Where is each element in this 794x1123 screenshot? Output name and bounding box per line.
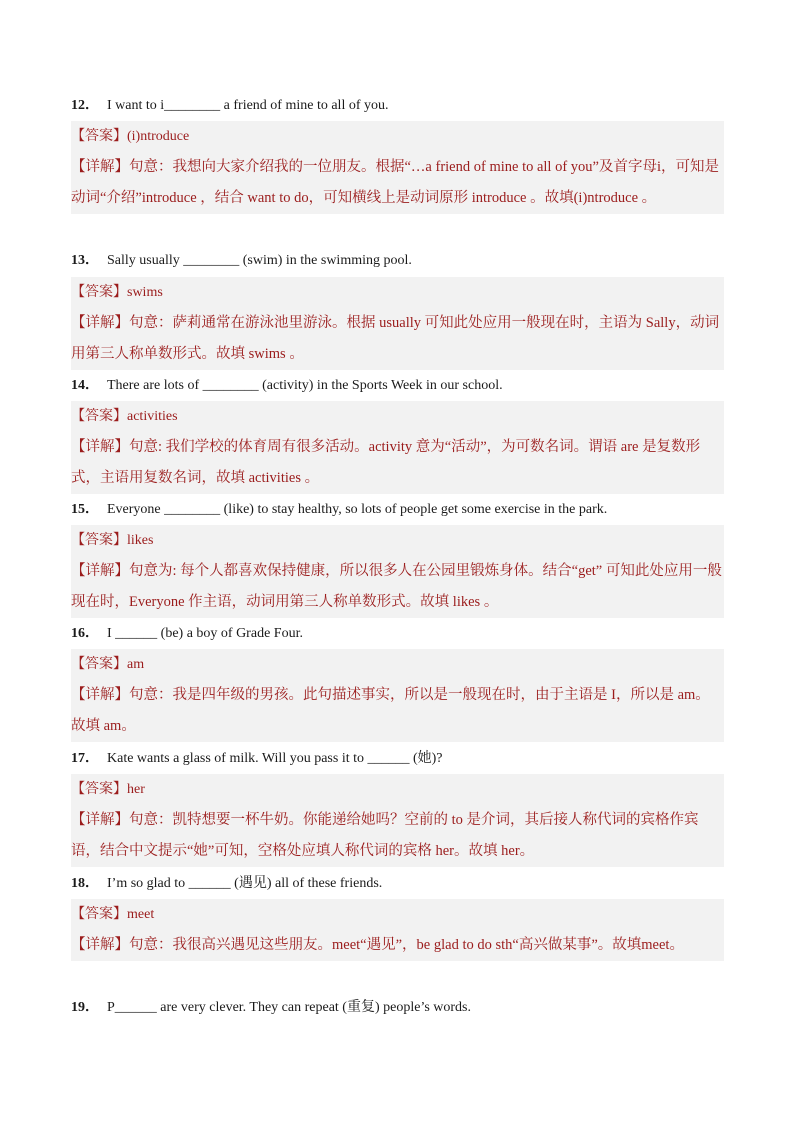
answer-tag: 【答案】 (71, 657, 127, 672)
answer-16 (71, 649, 724, 680)
answer-box-16 (71, 649, 724, 742)
answer-box-17 (71, 774, 724, 867)
answer-text: meet (127, 907, 155, 922)
detail-text: 句意: 我们学校的体育周有很多活动。activity 意为“活动”，为可数名词。谓语 are 是复数形式，主语用复数名词，故填 activities 。 (71, 439, 701, 486)
answer-17 (71, 774, 724, 805)
answer-text: am (127, 657, 145, 672)
detail-17 (71, 805, 724, 867)
answer-13 (71, 277, 724, 308)
question-block-15 (71, 500, 724, 520)
question-number: 19． (71, 1000, 99, 1015)
detail-tag: 【详解】 (71, 439, 129, 455)
detail-text: 句意：萨莉通常在游泳池里游泳。根据 usually 可知此处应用一般现在时，主语为 Sally，动词用第三人称单数形式。故填 swims 。 (71, 315, 720, 362)
answer-tag: 【答案】 (71, 129, 127, 144)
answer-18 (71, 899, 724, 930)
detail-tag: 【详解】 (71, 812, 129, 828)
detail-text: 句意为: 每个人都喜欢保持健康，所以很多人在公园里锻炼身体。结合“get” 可知此处应用一般现在时，Everyone 作主语，动词用第三人称单数形式。故填 likes 。 (71, 563, 722, 610)
question-text: There are lots of ________ (activity) in the Sports Week in our school. (107, 378, 503, 393)
detail-18 (71, 930, 724, 961)
answer-text: activities (127, 409, 178, 424)
answer-box-13 (71, 277, 724, 370)
answer-text: (i)ntroduce (127, 129, 190, 144)
question-14 (71, 376, 724, 396)
question-text: Kate wants a glass of milk. Will you pass it to ______ (她)? (107, 751, 443, 766)
detail-13 (71, 308, 724, 370)
answer-14 (71, 401, 724, 432)
detail-text: 句意：我是四年级的男孩。此句描述事实，所以是一般现在时，由于主语是 I，所以是 am。故填 am。 (71, 687, 710, 734)
question-number: 18． (71, 876, 99, 891)
detail-text: 句意：我想向大家介绍我的一位朋友。根据“…a friend of mine to all of you”及首字母i，可知是动词“介绍”introduce ，结合 want to do，可知横线上是动词原形 introduce 。故填(i)ntroduce 。 (71, 159, 720, 206)
detail-tag: 【详解】 (71, 687, 129, 703)
detail-tag: 【详解】 (71, 315, 129, 331)
answer-text: her (127, 782, 145, 797)
question-block-18 (71, 874, 724, 894)
answer-text: swims (127, 285, 163, 300)
question-text: Everyone ________ (like) to stay healthy, so lots of people get some exercise in the park. (107, 502, 608, 517)
question-number: 17． (71, 751, 99, 766)
answer-text: likes (127, 533, 154, 548)
question-16 (71, 624, 724, 644)
question-text: I ______ (be) a boy of Grade Four. (107, 626, 303, 641)
question-15 (71, 500, 724, 520)
question-block-14 (71, 376, 724, 396)
answer-tag: 【答案】 (71, 907, 127, 922)
answer-box-14 (71, 401, 724, 494)
question-number: 12． (71, 98, 99, 113)
answer-15 (71, 525, 724, 556)
question-text: Sally usually ________ (swim) in the swimming pool. (107, 253, 412, 268)
question-18 (71, 874, 724, 894)
detail-tag: 【详解】 (71, 159, 129, 175)
answer-tag: 【答案】 (71, 533, 127, 548)
question-19 (71, 998, 724, 1018)
question-17 (71, 749, 724, 769)
detail-tag: 【详解】 (71, 937, 129, 953)
answer-box-18 (71, 899, 724, 961)
question-block-17 (71, 749, 724, 769)
detail-14 (71, 432, 724, 494)
answer-tag: 【答案】 (71, 285, 127, 300)
answer-box-12 (71, 121, 724, 214)
answer-12 (71, 121, 724, 152)
question-block-13 (71, 251, 724, 271)
question-block-19 (71, 998, 724, 1018)
question-block-12 (71, 96, 724, 116)
question-text: I want to i________ a friend of mine to all of you. (107, 98, 389, 113)
answer-tag: 【答案】 (71, 782, 127, 797)
detail-16 (71, 680, 724, 742)
question-number: 15． (71, 502, 99, 517)
detail-12 (71, 152, 724, 214)
answer-box-15 (71, 525, 724, 618)
answer-tag: 【答案】 (71, 409, 127, 424)
question-13 (71, 251, 724, 271)
question-text: P______ are very clever. They can repeat (重复) people’s words. (107, 1000, 472, 1015)
question-number: 14． (71, 378, 99, 393)
question-number: 13． (71, 253, 99, 268)
question-block-16 (71, 624, 724, 644)
detail-15 (71, 556, 724, 618)
detail-text: 句意：我很高兴遇见这些朋友。meet“遇见”，be glad to do sth“高兴做某事”。故填meet。 (129, 937, 684, 953)
question-12 (71, 96, 724, 116)
question-number: 16． (71, 626, 99, 641)
detail-tag: 【详解】 (71, 563, 129, 579)
detail-text: 句意：凯特想要一杯牛奶。你能递给她吗？空前的 to 是介词，其后接人称代词的宾格作宾语，结合中文提示“她”可知，空格处应填人称代词的宾格 her。故填 her。 (71, 812, 699, 859)
question-text: I’m so glad to ______ (遇见) all of these friends. (107, 876, 383, 891)
